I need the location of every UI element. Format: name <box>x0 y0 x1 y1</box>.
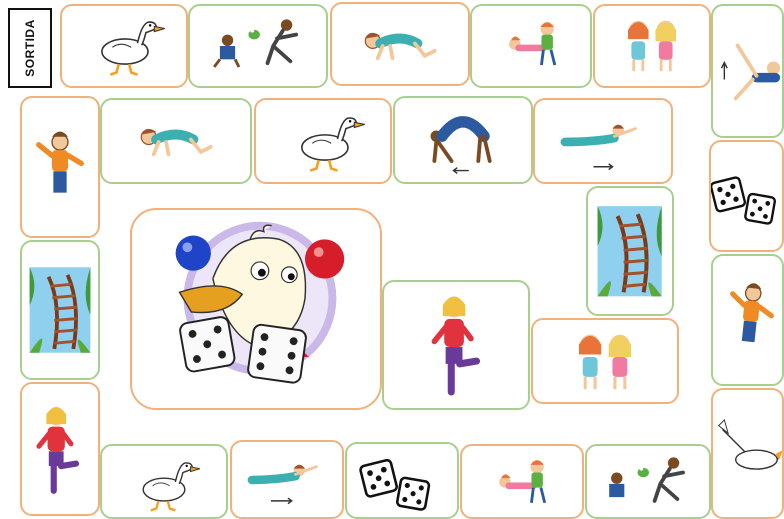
center-goose-panel <box>130 208 382 410</box>
board-square-crawl[interactable] <box>330 2 470 86</box>
whisper-icon <box>595 6 709 86</box>
wheelbarrow-icon <box>462 446 582 517</box>
dice-icon <box>711 142 782 250</box>
crawl-icon <box>102 100 250 182</box>
board-square-bridge[interactable] <box>20 240 100 380</box>
board-square-duck[interactable] <box>254 98 392 184</box>
board-square-goose-head[interactable] <box>711 388 784 519</box>
dice-icon <box>347 444 457 517</box>
board-square-duck[interactable] <box>60 4 188 88</box>
start-tile[interactable] <box>8 8 52 88</box>
crawl-icon <box>332 4 468 84</box>
board-square-dice[interactable] <box>709 140 784 252</box>
board-square-bear-walk[interactable] <box>393 96 533 184</box>
board-square-back-roll[interactable] <box>711 4 784 138</box>
duck-icon <box>256 100 390 182</box>
stretch-icon <box>713 256 782 384</box>
frog-jump-icon <box>587 446 709 517</box>
bridge-icon <box>588 188 672 314</box>
back-roll-icon <box>713 6 782 136</box>
board-square-stork[interactable] <box>382 280 530 410</box>
frog-jump-icon <box>190 6 326 86</box>
board-square-dice[interactable] <box>345 442 459 519</box>
duck-icon <box>102 446 226 517</box>
board-square-frog-jump[interactable] <box>188 4 328 88</box>
duck-icon <box>62 6 186 86</box>
board-square-duck[interactable] <box>100 444 228 519</box>
slide-icon <box>535 100 671 182</box>
stretch-icon <box>22 98 98 236</box>
bear-walk-icon <box>395 98 531 182</box>
goose-head-icon <box>713 390 782 517</box>
board-square-bridge[interactable] <box>586 186 674 316</box>
board-square-wheelbarrow[interactable] <box>460 444 584 519</box>
whisper-icon <box>533 320 677 402</box>
board-square-stork[interactable] <box>20 382 100 516</box>
start-label: SORTIDA <box>23 19 37 77</box>
slide-icon <box>232 442 342 517</box>
board-square-slide[interactable] <box>533 98 673 184</box>
board-square-whisper[interactable] <box>593 4 711 88</box>
goose-with-dice-icon <box>132 210 380 408</box>
board-square-frog-jump[interactable] <box>585 444 711 519</box>
board-square-slide[interactable] <box>230 440 344 519</box>
stork-icon <box>384 282 528 408</box>
wheelbarrow-icon <box>472 6 590 86</box>
stork-icon <box>22 384 98 514</box>
board-square-whisper[interactable] <box>531 318 679 404</box>
board-square-stretch[interactable] <box>711 254 784 386</box>
bridge-icon <box>22 242 98 378</box>
board-square-wheelbarrow[interactable] <box>470 4 592 88</box>
board-square-stretch[interactable] <box>20 96 100 238</box>
board-square-crawl[interactable] <box>100 98 252 184</box>
